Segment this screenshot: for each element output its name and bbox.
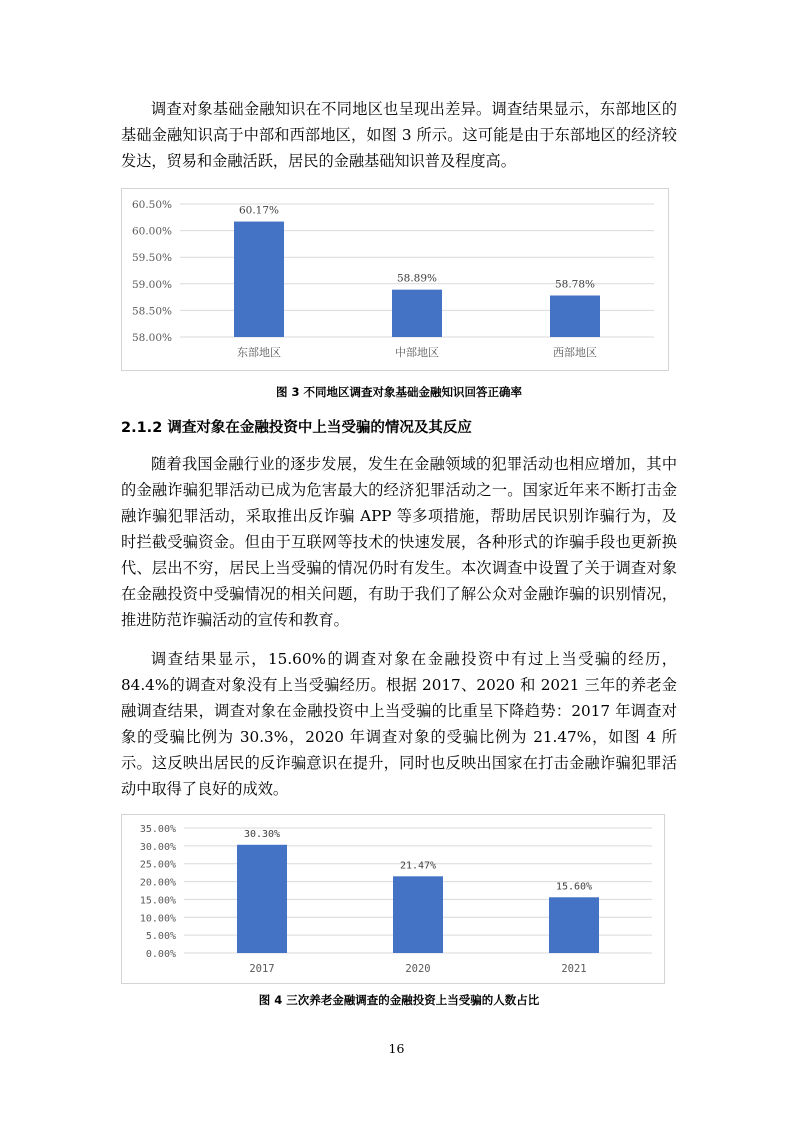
- y-tick-label: 58.50%: [131, 305, 172, 318]
- bar-东部地区: [234, 222, 284, 337]
- y-tick-label: 59.50%: [131, 252, 172, 265]
- data-label: 15.60%: [555, 881, 593, 893]
- y-tick-label: 58.00%: [131, 332, 172, 344]
- data-label: 58.78%: [554, 278, 596, 291]
- bar-2020: [393, 876, 443, 953]
- y-tick-label: 35.00%: [139, 824, 176, 835]
- figure3-caption: 图 3 不同地区调查对象基础金融知识回答正确率: [275, 385, 522, 399]
- intro-paragraph: 调查对象基础金融知识在不同地区也呈现出差异。调查结果显示，东部地区的基础金融知识高于中部和西部地区，如图 3 所示。这可能是由于东部地区的经济较发达，贸易和金融活跃，居民的金融基础知识普及程度高。: [121, 100, 677, 170]
- bar-西部地区: [550, 296, 600, 337]
- y-tick-label: 10.00%: [139, 913, 176, 925]
- section-heading: 2.1.2 调查对象在金融投资中上当受骗的情况及其反应: [121, 420, 472, 436]
- data-label: 60.17%: [238, 204, 280, 217]
- y-tick-label: 25.00%: [139, 859, 176, 871]
- y-tick-label: 15.00%: [139, 895, 176, 907]
- figure3-svg: [122, 189, 668, 370]
- bar-中部地区: [392, 290, 442, 337]
- data-label: 21.47%: [399, 860, 437, 872]
- bar-2021: [549, 897, 599, 953]
- page-number: 16: [388, 1041, 405, 1056]
- x-category-label: 东部地区: [237, 346, 281, 359]
- figure3-chart: [121, 188, 669, 371]
- fraud-background-paragraph: 随着我国金融行业的逐步发展，发生在金融领域的犯罪活动也相应增加，其中的金融诈骗犯罪活动已成为危害最大的经济犯罪活动之一。国家近年来不断打击金融诈骗犯罪活动，采取推出反诈骗 APP 等多项措施，帮助居民识别诈骗行为，及时拦截受骗资金。但由于互联网等技术的快速发展，各种形式的诈骗手段也更新换代、层出不穷，居民上当受骗的情况仍时有发生。本次调查中设置了关于调查对象在金融投资中受骗情况的相关问题，有助于我们了解公众对金融诈骗的识别情况，推进防范诈骗活动的宣传和教育。: [121, 455, 677, 629]
- y-tick-label: 0.00%: [145, 949, 176, 960]
- y-tick-label: 5.00%: [145, 931, 176, 943]
- x-category-label: 2021: [561, 963, 587, 975]
- x-category-label: 中部地区: [395, 346, 439, 359]
- y-tick-label: 30.00%: [139, 841, 176, 853]
- figure4-caption: 图 4 三次养老金融调查的金融投资上当受骗的人数占比: [258, 993, 540, 1007]
- x-category-label: 2017: [249, 963, 275, 975]
- data-label: 30.30%: [243, 828, 281, 840]
- fraud-results-paragraph: 调查结果显示，15.60%的调查对象在金融投资中有过上当受骗的经历，84.4%的调查对象没有上当受骗经历。根据 2017、2020 和 2021 三年的养老金融调查结果，调查对象在金融投资中上当受骗的比重呈下降趋势：2017 年调查对象的受骗比例为 30.3%，2020 年调查对象的受骗比例为 21.47%，如图 4 所示。这反映出居民的反诈骗意识在提升，同时也反映出国家在打击金融诈骗犯罪活动中取得了良好的成效。: [121, 650, 677, 798]
- y-tick-label: 59.00%: [131, 278, 172, 291]
- y-tick-label: 60.50%: [131, 199, 172, 211]
- x-category-label: 西部地区: [553, 346, 597, 359]
- x-category-label: 2020: [405, 963, 431, 975]
- bar-2017: [237, 845, 287, 953]
- y-tick-label: 60.00%: [131, 225, 172, 238]
- y-tick-label: 20.00%: [139, 877, 176, 889]
- figure4-svg: [122, 815, 664, 983]
- data-label: 58.89%: [396, 272, 438, 285]
- figure4-chart: [121, 814, 665, 984]
